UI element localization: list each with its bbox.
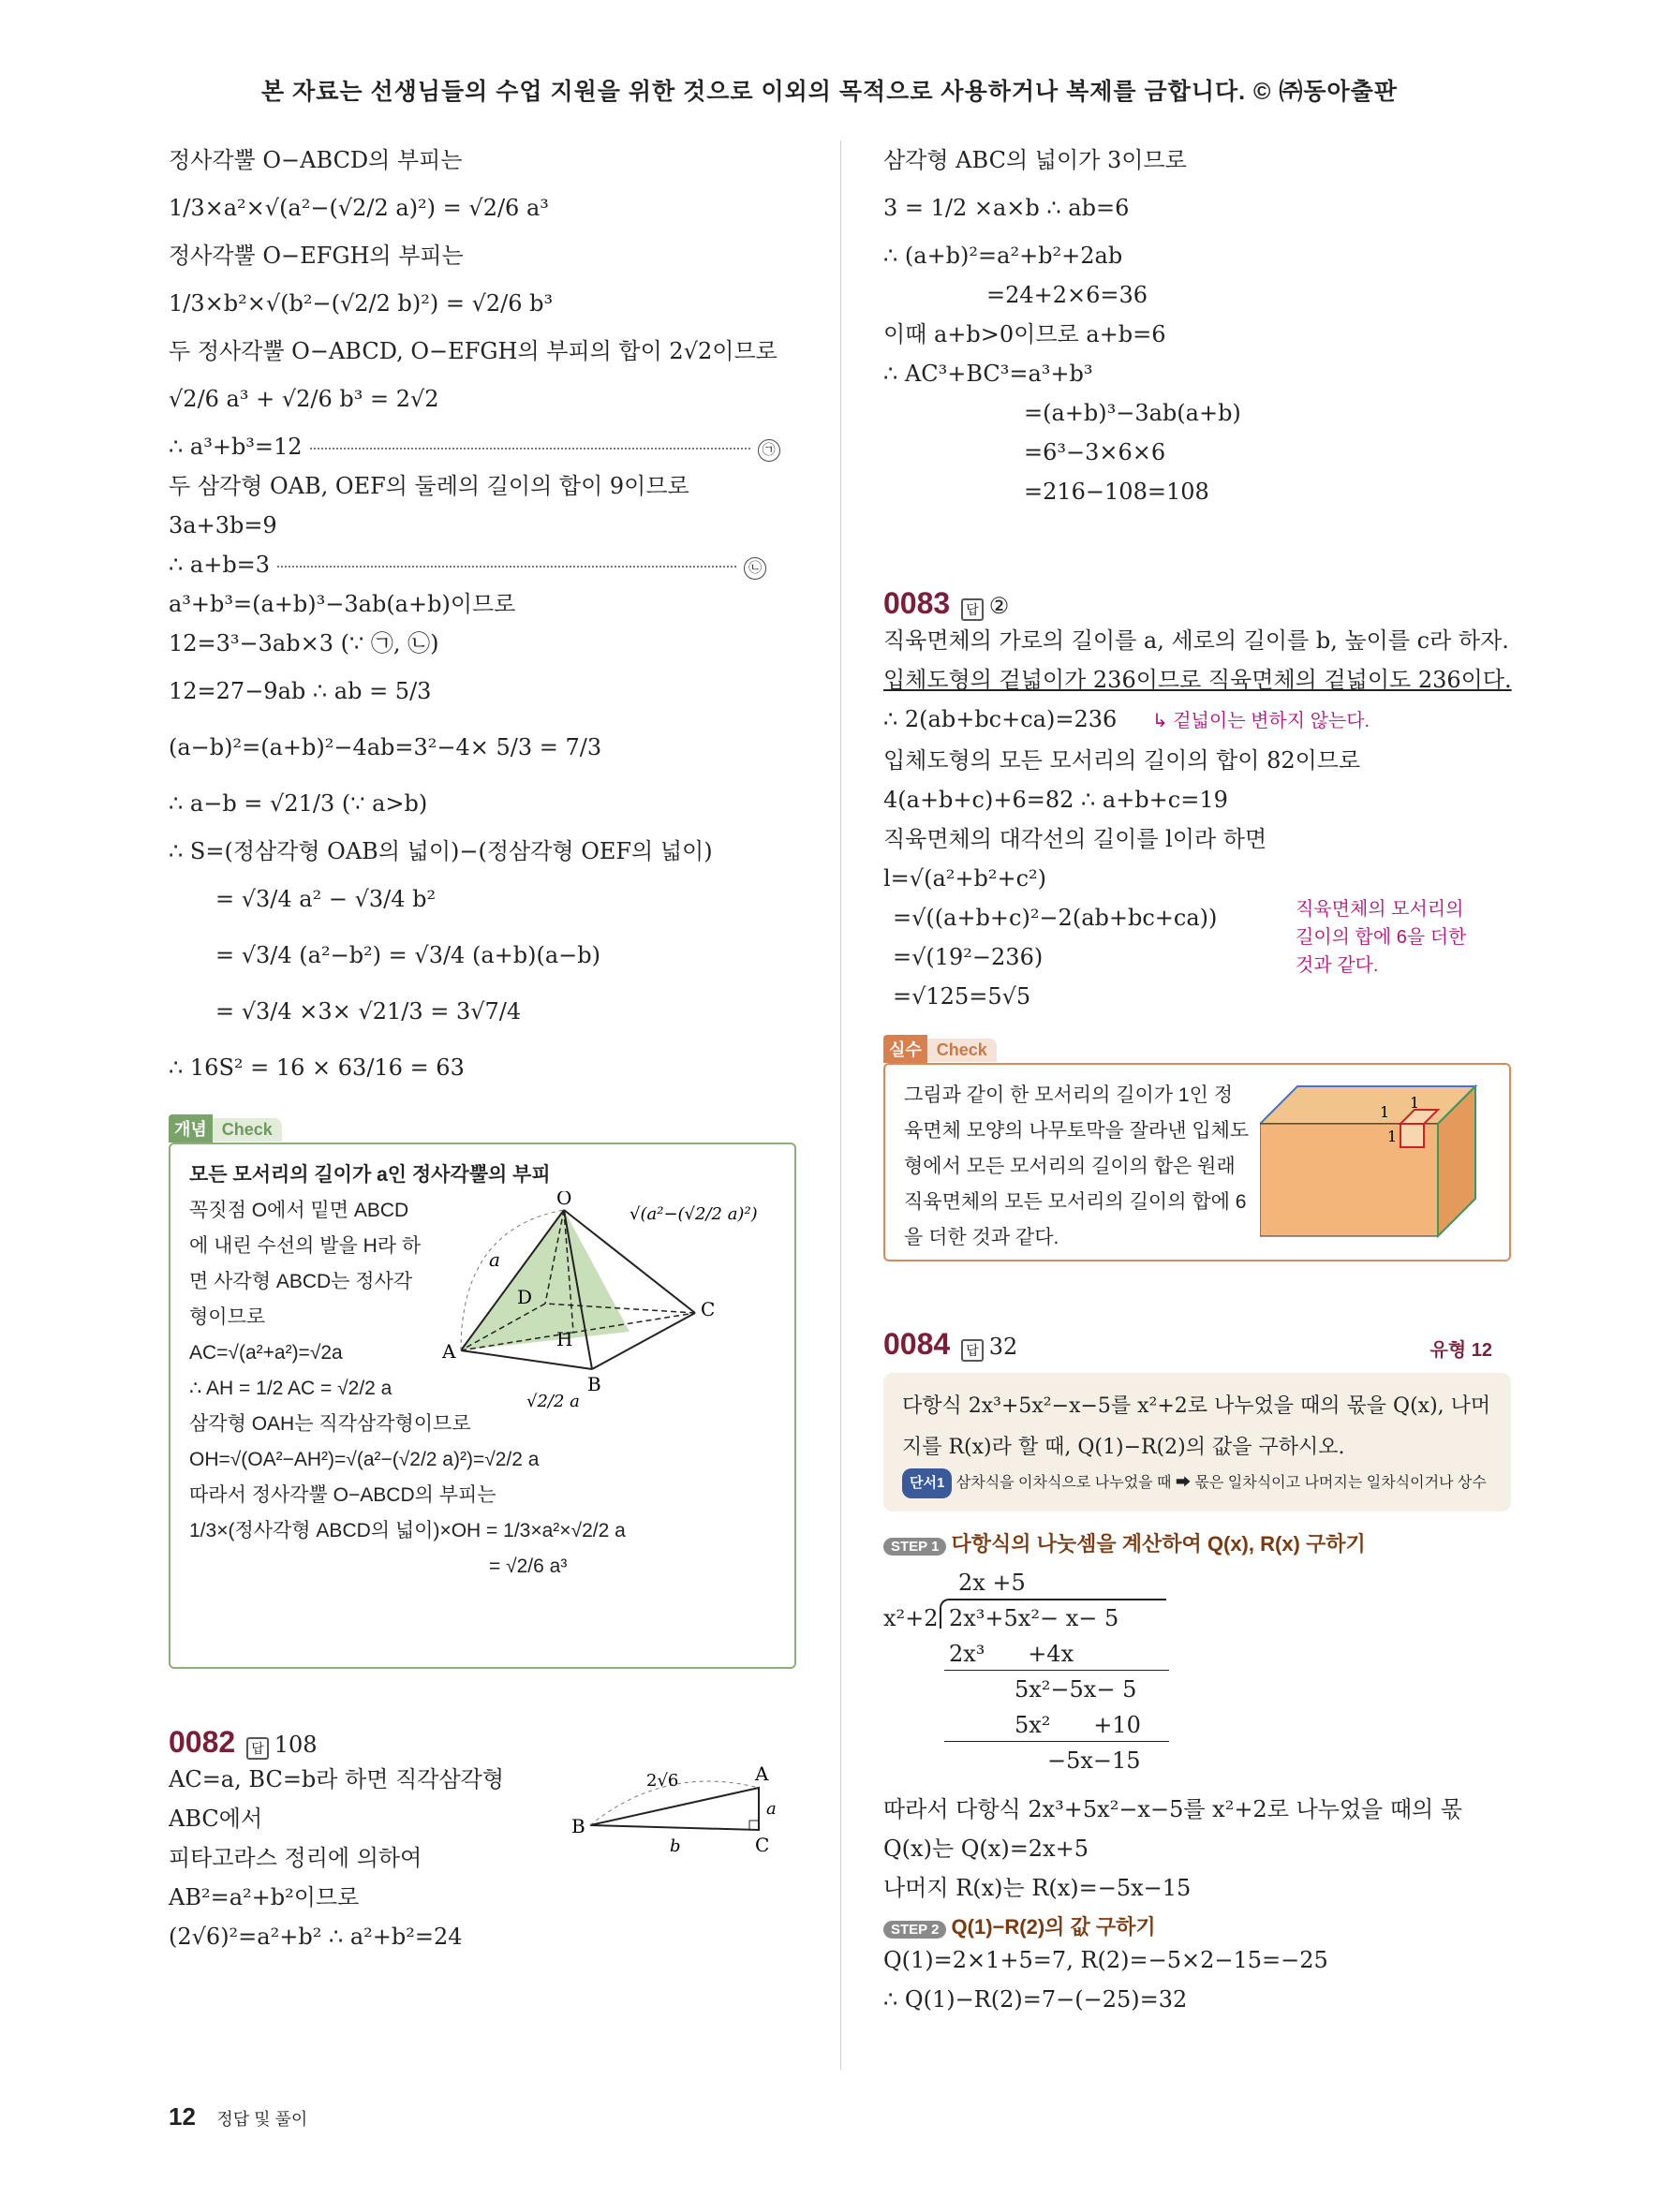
concept-line: = √2/6 a³: [489, 1556, 568, 1577]
label-a: A: [442, 1340, 456, 1363]
step2-row: [883, 1911, 1511, 1940]
triangle-abc: [590, 1788, 759, 1830]
mistake-tag: 실수: [883, 1035, 927, 1063]
triangle-oah: [461, 1210, 630, 1350]
answer-label: 답: [961, 1339, 984, 1362]
division-rule: [944, 1741, 1169, 1742]
cut-front: [1400, 1124, 1424, 1147]
dotted-leader: [277, 566, 736, 568]
column-divider: [840, 140, 841, 2070]
note-arrow: ↳: [1151, 711, 1174, 731]
label-hyp: 2√6: [646, 1771, 679, 1791]
concept-line: 삼각형 OAH는 직각삼각형이므로: [189, 1413, 471, 1435]
mistake-line: 을 더한 것과 같다.: [904, 1227, 1059, 1248]
label-height-formula: √(a²−(√2/2 a)²): [630, 1204, 758, 1224]
division-rule: [944, 1670, 1169, 1671]
dotted-leader: [310, 448, 750, 450]
solution-line: =√125=5√5: [893, 983, 1031, 1010]
right-angle-mark: [749, 1821, 759, 1830]
solution-line: AC=a, BC=b라 하면 직각삼각형: [169, 1766, 505, 1792]
solution-line: 직육면체의 가로의 길이를 a, 세로의 길이를 b, 높이를 c라 하자.: [883, 627, 1509, 654]
label-side-a: a: [766, 1799, 777, 1819]
type-label: 유형 12: [1429, 1340, 1492, 1361]
label-a-vertex: A: [755, 1762, 769, 1785]
concept-tag: 개념: [169, 1114, 213, 1143]
solution-line: ∴ a−b = √21/3 (∵ a>b): [169, 790, 428, 817]
step1-tag: STEP 1: [883, 1538, 946, 1556]
solution-line: 3 = 1/2 ×a×b ∴ ab=6: [883, 195, 1130, 221]
solution-line: 1/3×b²×√(b²−(√2/2 b)²) = √2/6 b³: [169, 290, 554, 317]
solution-line: (a−b)²=(a+b)²−4ab=3²−4× 5/3 = 7/3: [169, 734, 602, 760]
solution-line: 1/3×a²×√(a²−(√2/2 a)²) = √2/6 a³: [169, 195, 549, 221]
solution-line: 입체도형의 모든 모서리의 길이의 합이 82이므로: [883, 747, 1361, 774]
step2-tag: STEP 2: [883, 1921, 946, 1939]
solution-line: 정사각뿔 O−EFGH의 부피는: [169, 243, 464, 269]
solution-line-noted: [883, 700, 1511, 741]
mistake-check: [883, 1035, 1511, 1261]
solution-line: AB²=a²+b²이므로: [169, 1884, 360, 1910]
label-d: D: [517, 1286, 533, 1308]
solution-line: 이때 a+b>0이므로 a+b=6: [883, 321, 1166, 347]
solution-line: 나머지 R(x)는 R(x)=−5x−15: [883, 1875, 1192, 1901]
label-c-vertex: C: [755, 1834, 770, 1856]
clue-text: 삼차식을 이차식으로 나누었을 때 ➡ 몫은 일차식이고 나머지는 일차식이거나 상수: [955, 1475, 1487, 1491]
solution-line: 삼각형 ABC의 넓이가 3이므로: [883, 147, 1187, 173]
label-side-b: b: [670, 1836, 681, 1856]
solution-line: =6³−3×6×6: [1024, 439, 1166, 465]
solution-line: 정사각뿔 O−ABCD의 부피는: [169, 147, 463, 173]
label-b-vertex: B: [571, 1815, 585, 1837]
step1-title: 다항식의 나눗셈을 계산하여 Q(x), R(x) 구하기: [951, 1532, 1366, 1556]
solution-line: 따라서 다항식 2x³+5x²−x−5를 x²+2로 나누었을 때의 몫: [883, 1796, 1463, 1822]
division-step: 5x²−5x− 5: [1015, 1676, 1137, 1703]
solution-line: =√(19²−236): [893, 944, 1044, 970]
solution-line: ∴ 16S² = 16 × 63/16 = 63: [169, 1054, 465, 1081]
answer-label: 답: [246, 1737, 269, 1760]
solution-line: ∴ Q(1)−R(2)=7−(−25)=32: [883, 1986, 1188, 2013]
step2-title: Q(1)−R(2)의 값 구하기: [951, 1915, 1156, 1939]
problem-0082: [169, 1725, 796, 1956]
concept-line: 꼭짓점 O에서 밑면 ABCD: [189, 1200, 409, 1221]
concept-line: 따라서 정사각뿔 O−ABCD의 부피는: [189, 1484, 496, 1506]
note-line: 길이의 합에 6을 더한: [1296, 927, 1467, 948]
clue-tag: 단서1: [902, 1468, 952, 1498]
mistake-line: 그림과 같이 한 모서리의 길이가 1인 정: [904, 1084, 1233, 1106]
solution-line: 3a+3b=9: [169, 512, 277, 538]
clue-row: [902, 1468, 1492, 1498]
solution-text: ∴ a³+b³=12: [169, 434, 303, 460]
concept-line: 에 내린 수선의 발을 H라 하: [189, 1235, 422, 1257]
label-o: O: [556, 1191, 572, 1209]
divisor: x²+2: [883, 1605, 939, 1631]
question-line: 지를 R(x)라 할 때, Q(1)−R(2)의 값을 구하시오.: [902, 1436, 1345, 1459]
solution-line: ABC에서: [169, 1806, 263, 1832]
concept-line: ∴ AH = 1/2 AC = √2/2 a: [189, 1378, 393, 1399]
step1-row: [883, 1528, 1511, 1557]
mistake-line: 형에서 모든 모서리의 길이의 합은 원래: [904, 1156, 1236, 1177]
solution-text: ∴ a+b=3: [169, 552, 271, 578]
dividend: 2x³+5x²− x− 5: [949, 1605, 1119, 1631]
concept-line: 1/3×(정사각형 ABCD의 넓이)×OH = 1/3×a²×√2/2 a: [189, 1520, 626, 1541]
answer-value: 32: [988, 1334, 1018, 1360]
answer-value: 108: [274, 1732, 318, 1758]
note-line: 직육면체의 모서리의: [1296, 899, 1464, 920]
problem-0084: [883, 1327, 1511, 2019]
solution-line: =√((a+b+c)²−2(ab+bc+ca)): [893, 905, 1218, 931]
page-footer-title: 정답 및 풀이: [216, 2110, 308, 2129]
cut-label: 1: [1387, 1128, 1398, 1145]
note-line: 것과 같다.: [1296, 955, 1379, 976]
concept-line: OH=√(OA²−AH²)=√(a²−(√2/2 a)²)=√2/2 a: [189, 1449, 540, 1470]
concept-line: 형이므로: [189, 1306, 266, 1328]
long-division: [883, 1565, 1511, 1774]
mistake-tag-check: Check: [927, 1039, 997, 1062]
mistake-line: 육면체 모양의 나무토막을 잘라낸 입체도: [904, 1120, 1250, 1142]
edge-ab: [461, 1350, 592, 1369]
concept-line: 면 사각형 ABCD는 정사각: [189, 1271, 413, 1292]
solution-line: 12=3³−3ab×3 (∵ ㉠, ㉡): [169, 630, 439, 656]
problem-number: 0084: [883, 1327, 951, 1361]
concept-box: [169, 1143, 796, 1669]
answer-value: ②: [988, 593, 1010, 619]
solution-line: 피타고라스 정리에 의하여: [169, 1845, 422, 1871]
solution-line: l=√(a²+b²+c²): [883, 865, 1046, 892]
mistake-line: 직육면체의 모든 모서리의 길이의 합에 6: [904, 1191, 1247, 1213]
label-h: H: [556, 1328, 573, 1350]
solution-line: = √3/4 a² − √3/4 b²: [215, 886, 437, 912]
solution-line: 12=27−9ab ∴ ab = 5/3: [169, 678, 432, 704]
solution-line: Q(x)는 Q(x)=2x+5: [883, 1836, 1089, 1862]
solution-line: ∴ (a+b)²=a²+b²+2ab: [883, 243, 1123, 269]
question-line: 다항식 2x³+5x²−x−5를 x²+2로 나누었을 때의 몫을 Q(x), 나머: [902, 1394, 1491, 1418]
solution-line-marked: [169, 427, 796, 466]
solution-line: a³+b³=(a+b)³−3ab(a+b)이므로: [169, 591, 516, 617]
remainder: −5x−15: [1047, 1747, 1141, 1774]
quotient: 2x +5: [958, 1570, 1026, 1596]
solution-line: =24+2×6=36: [986, 282, 1148, 308]
solution-line-marked: [169, 545, 796, 584]
division-step: 2x³ +4x: [949, 1641, 1074, 1667]
solution-line: 입체도형의 겉넓이가 236이므로 직육면체의 겉넓이도 236이다.: [883, 667, 1512, 693]
mistake-box: [883, 1063, 1511, 1261]
solution-line: 두 삼각형 OAB, OEF의 둘레의 길이의 합이 9이므로: [169, 473, 689, 499]
label-ah-length: √2/2 a: [526, 1392, 580, 1411]
solution-text: ∴ 2(ab+bc+ca)=236: [883, 706, 1118, 732]
marker-circle: ㉡: [744, 557, 766, 580]
concept-check: [169, 1114, 796, 1669]
solution-line: Q(1)=2×1+5=7, R(2)=−5×2−15=−25: [883, 1947, 1328, 1973]
right-column: [883, 140, 1511, 2019]
solution-line: 두 정사각뿔 O−ABCD, O−EFGH의 부피의 합이 2√2이므로: [169, 338, 778, 364]
solution-line: 4(a+b+c)+6=82 ∴ a+b+c=19: [883, 787, 1228, 813]
solution-line: = √3/4 (a²−b²) = √3/4 (a+b)(a−b): [215, 942, 600, 968]
right-triangle-figure: [571, 1760, 787, 1863]
solution-line: √2/6 a³ + √2/6 b³ = 2√2: [169, 386, 439, 412]
problem-number: 0083: [883, 586, 951, 620]
solution-line: (2√6)²=a²+b² ∴ a²+b²=24: [169, 1924, 463, 1950]
question-box: [883, 1373, 1511, 1512]
answer-label: 답: [961, 598, 984, 621]
division-step: 5x² +10: [1015, 1712, 1141, 1738]
copyright-banner: 본 자료는 선생님들의 수업 지원을 위한 것으로 이외의 목적으로 사용하거나 복제를 금합니다. © ㈜동아출판: [261, 79, 1398, 105]
cut-label: 1: [1380, 1103, 1390, 1121]
solution-line: =(a+b)³−3ab(a+b): [1024, 400, 1241, 426]
concept-tag-check: Check: [213, 1118, 282, 1142]
marker-circle: ㉠: [758, 439, 780, 462]
label-b: B: [587, 1373, 601, 1395]
note-surface: 겉넓이는 변하지 않는다.: [1173, 711, 1370, 731]
problem-0083: [883, 586, 1511, 1261]
note-edges: [1296, 895, 1466, 980]
solution-line: = √3/4 ×3× √21/3 = 3√7/4: [215, 998, 522, 1025]
concept-title: 모든 모서리의 길이가 a인 정사각뿔의 부피: [189, 1164, 551, 1186]
problem-number: 0082: [169, 1725, 236, 1759]
page-footer: [169, 2102, 307, 2131]
solution-line: 직육면체의 대각선의 길이를 l이라 하면: [883, 826, 1267, 852]
cut-label: 1: [1410, 1094, 1420, 1112]
pyramid-figure: [442, 1191, 789, 1416]
page-number: 12: [169, 2102, 196, 2131]
solution-line: ∴ AC³+BC³=a³+b³: [883, 361, 1093, 387]
concept-line: AC=√(a²+a²)=√2a: [189, 1342, 343, 1364]
left-column: [169, 140, 796, 1956]
solution-line: =216−108=108: [1024, 479, 1209, 505]
label-edge-a: a: [489, 1248, 500, 1271]
solution-line: ∴ S=(정삼각형 OAB의 넓이)−(정삼각형 OEF의 넓이): [169, 838, 713, 864]
label-c: C: [701, 1298, 716, 1320]
wood-block-figure: [1260, 1082, 1485, 1241]
